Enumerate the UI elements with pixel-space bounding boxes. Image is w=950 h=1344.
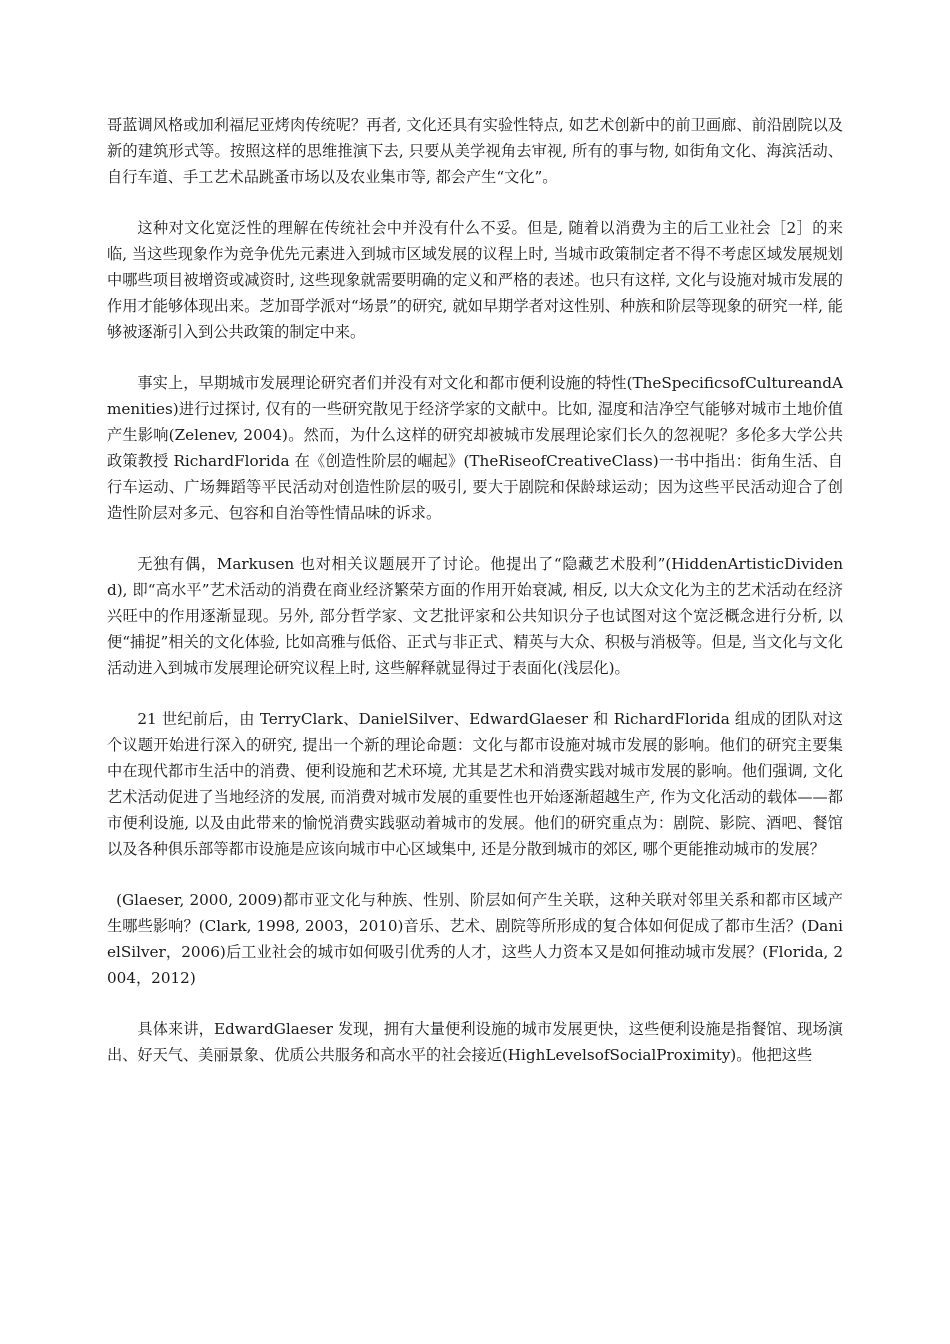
paragraph-glaeser: 具体来讲，EdwardGlaeser 发现，拥有大量便利设施的城市发展更快，这些便利设施是指餐馆、现场演出、好天气、美丽景象、优质公共服务和高水平的社会接近(HighLevelsofSocialProximity)。他把这些 [107, 1020, 843, 1064]
paragraph-early-theory: 事实上，早期城市发展理论研究者们并没有对文化和都市便利设施的特性(TheSpecificsofCultureandAmenities)进行过探讨, 仅有的一些研究散见于经济学家的文献中。比如, 湿度和洁净空气能够对城市土地价值产生影响(Zelenev, 2004)。然而，为什么这样的研究却被城市发展理论家们长久的忽视呢？多伦多大学公共政策教授 RichardFlorida 在《创造性阶层的崛起》(TheRiseofCreativeClass)一书中指出：街角生活、自行车运动、广场舞蹈等平民活动对创造性阶层的吸引, 要大于剧院和保龄球运动；因为这些平民活动迎合了创造性阶层对多元、包容和自治等性情品味的诉求。 [107, 374, 843, 522]
paragraph-continuation: 哥蓝调风格或加利福尼亚烤肉传统呢？再者, 文化还具有实验性特点, 如艺术创新中的前卫画廊、前沿剧院以及新的建筑形式等。按照这样的思维推演下去, 只要从美学视角去审视, 所有的事与物, 如街角文化、海滨活动、自行车道、手工艺术品跳蚤市场以及农业集市等, 都会产生“文化”。 [107, 116, 843, 186]
paragraph-21st-century: 21 世纪前后，由 TerryClark、DanielSilver、EdwardGlaeser 和 RichardFlorida 组成的团队对这个议题开始进行深入的研究, 提出一个新的理论命题：文化与都市设施对城市发展的影响。他们的研究主要集中在现代都市生活中的消费、便利设施和艺术环境, 尤其是艺术和消费实践对城市发展的影响。他们强调, 文化艺术活动促进了当地经济的发展, 而消费对城市发展的重要性也开始逐渐超越生产, 作为文化活动的载体——都市便利设施, 以及由此带来的愉悦消费实践驱动着城市的发展。他们的研究重点为：剧院、影院、酒吧、餐馆以及各种俱乐部等都市设施是应该向城市中心区域集中, 还是分散到城市的郊区, 哪个更能推动城市的发展？ [107, 710, 843, 858]
paragraph-culture-breadth: 这种对文化宽泛性的理解在传统社会中并没有什么不妥。但是, 随着以消费为主的后工业社会［2］的来临, 当这些现象作为竞争优先元素进入到城市区域发展的议程上时, 当城市政策制定者不得不考虑区域发展规划中哪些项目被增资或减资时, 这些现象就需要明确的定义和严格的表述。也只有这样, 文化与设施对城市发展的作用才能够体现出来。芝加哥学派对“场景”的研究, 就如早期学者对这性别、种族和阶层等现象的研究一样, 能够被逐渐引入到公共政策的制定中来。 [107, 219, 843, 341]
document-page [107, 112, 843, 1093]
paragraph-markusen: 无独有偶，Markusen 也对相关议题展开了讨论。他提出了“隐藏艺术股利”(HiddenArtisticDividend), 即“高水平”艺术活动的消费在商业经济繁荣方面的作用开始衰减, 相反, 以大众文化为主的艺术活动在经济兴旺中的作用逐渐显现。另外, 部分哲学家、文艺批评家和公共知识分子也试图对这个宽泛概念进行分析, 以便“捕捉”相关的文化体验, 比如高雅与低俗、正式与非正式、精英与大众、积极与消极等。但是, 当文化与文化活动进入到城市发展理论研究议程上时, 这些解释就显得过于表面化(浅层化)。 [107, 555, 843, 677]
paragraph-citations: (Glaeser, 2000, 2009)都市亚文化与种族、性别、阶层如何产生关联，这种关联对邻里关系和都市区域产生哪些影响？(Clark, 1998, 2003，2010)音乐、艺术、剧院等所形成的复合体如何促成了都市生活？(DanielSilver，2006)后工业社会的城市如何吸引优秀的人才，这些人力资本又是如何推动城市发展？(Florida, 2004，2012) [107, 891, 843, 987]
